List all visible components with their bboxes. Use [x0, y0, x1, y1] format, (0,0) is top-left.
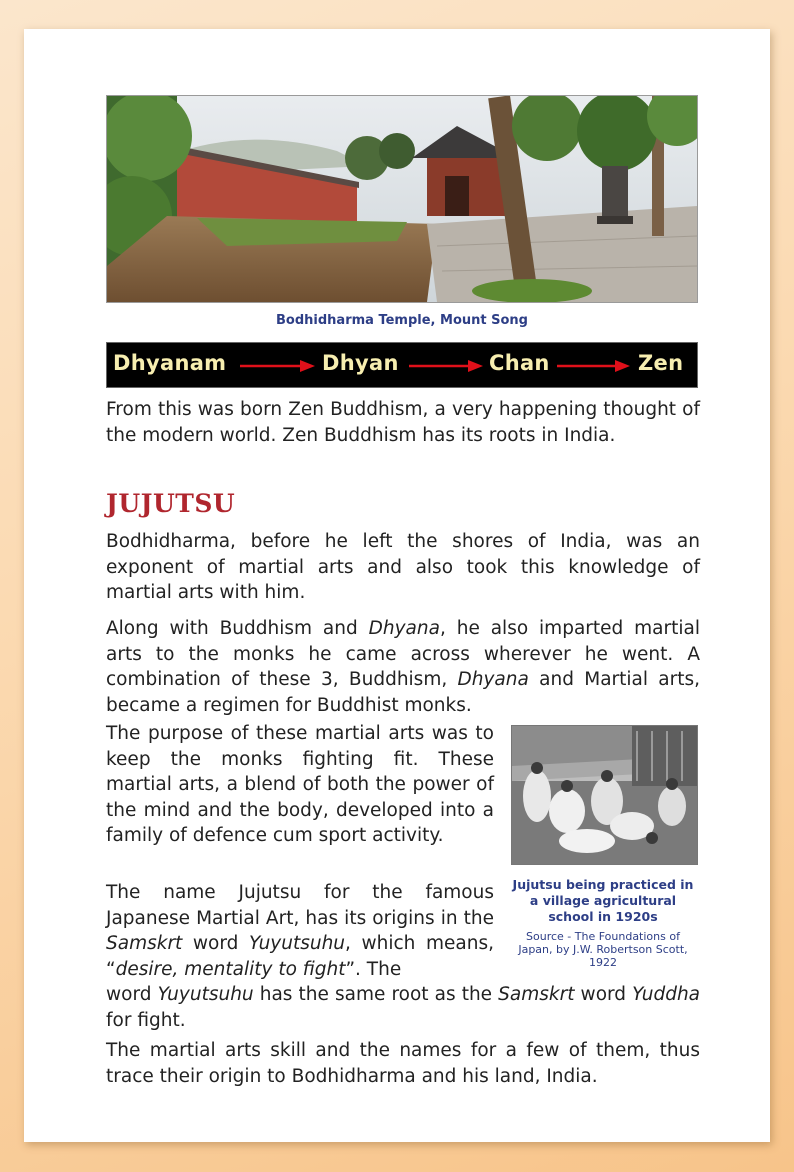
- section-heading: JUJUTSU: [106, 489, 236, 518]
- paragraph-root: word Yuyutsuhu has the same root as the Samskrt word Yuddha for fight.: [106, 984, 701, 1031]
- temple-banner-image: [106, 95, 698, 303]
- banner-caption: Bodhidharma Temple, Mount Song: [276, 313, 528, 328]
- word-zen: Zen: [638, 351, 684, 375]
- paragraph-purpose: The purpose of these martial arts was to keep the monks fighting fit. These martial arts, a blend of both the power of the mind and the body, developed into a family of defence cum sport activity.: [106, 723, 494, 846]
- word-dhyan: Dhyan: [322, 351, 399, 375]
- paragraph-closing: The martial arts skill and the names for a few of them, thus trace their origin to Bodhidharma and his land, India.: [106, 1040, 700, 1087]
- arrow-right-icon: [557, 360, 630, 372]
- paragraph-regimen: Along with Buddhism and Dhyana, he also imparted martial arts to the monks he came across wherever he went. A combination of these 3, Buddhism, Dhyana and Martial arts, became a regimen for Buddhist monks.: [106, 618, 701, 716]
- arrow-right-icon: [240, 360, 315, 372]
- arrow-right-icon: [409, 360, 483, 372]
- intro-paragraph: From this was born Zen Buddhism, a very happening thought of the modern world. Zen Buddhism has its roots in India.: [106, 399, 700, 446]
- photo-caption: Jujutsu being practiced in a village agricultural school in 1920s: [512, 877, 694, 924]
- paragraph-name-origin: The name Jujutsu for the famous Japanese Martial Art, has its origins in the Samskrt word Yuyutsuhu, which means, “desire, mentality to fight”. The: [106, 882, 494, 980]
- page-sheet: [24, 29, 770, 1142]
- paragraph-exponent: Bodhidharma, before he left the shores of India, was an exponent of martial arts and also took this knowledge of martial arts with him.: [106, 531, 700, 603]
- jujutsu-practice-photo: [511, 725, 698, 865]
- photo-source: Source - The Foundations of Japan, by J.W. Robertson Scott, 1922: [518, 930, 688, 969]
- word-chan: Chan: [489, 351, 550, 375]
- word-dhyanam: Dhyanam: [113, 351, 227, 375]
- etymology-chain: [106, 342, 698, 388]
